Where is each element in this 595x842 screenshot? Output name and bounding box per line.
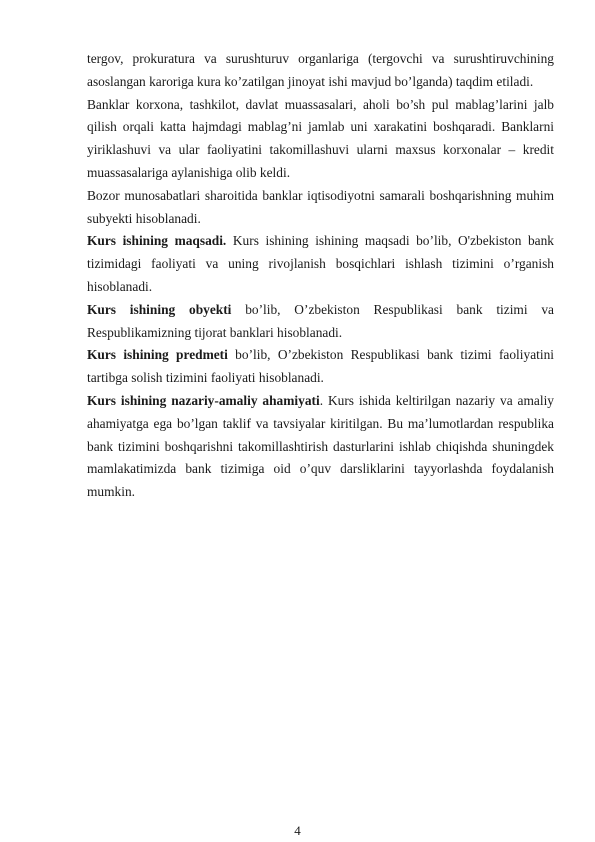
document-body — [87, 48, 554, 504]
paragraph-goal: Kurs ishining maqsadi. Kurs ishining ishining maqsadi bo’lib, O'zbekiston bank tizimidagi faoliyati va uning rivojlanish bosqichlari ishlash tizimini o’rganish hisoblanadi. — [87, 233, 555, 294]
paragraph-banks: Banklar korxona, tashkilot, davlat muassasalari, aholi bo’sh pul mablag’larini jalb qilish orqali katta hajmdagi mablag’ni jamlab uni xarakatini boshqaradi. Banklarni yiriklashuvi va ular faoliyatini takomillashuvi ularni maxsus korxonalar – kredit muassasalariga aylanishiga olib keldi. — [87, 96, 554, 180]
subject-heading: Kurs ishining predmeti — [87, 347, 228, 363]
paragraph-significance: Kurs ishining nazariy-amaliy ahamiyati. Kurs ishida keltirilgan nazariy va amaliy ahamiyatga ega bo’lgan taklif va tavsiyalar kiritilgan. Bu ma’lumotlardan respublika bank tizimini boshqarishni takomillashtirish dasturlarini ishlab chiqishda shuningdek mamlakatimizda bank tizimiga oid o’quv darsliklarini tayyorlashda foydalanish mumkin. — [87, 392, 554, 500]
significance-heading: Kurs ishining nazariy-amaliy ahamiyati — [87, 392, 320, 408]
goal-heading: Kurs ishining maqsadi. — [87, 233, 227, 249]
paragraph-intro-continuation: tergov, prokuratura va surushturuv organlariga (tergovchi va surushtiruvchining asoslangan karoriga kura ko’zatilgan jinoyat ishi mavjud bo’lganda) taqdim etiladi. — [87, 51, 554, 89]
object-heading: Kurs ishining obyekti — [87, 301, 232, 317]
page-number: 4 — [294, 823, 301, 838]
paragraph-market: Bozor munosabatlari sharoitida banklar iqtisodiyotni samarali boshqarishning muhim subyekti hisoblanadi. — [87, 187, 554, 226]
paragraph-subject: Kurs ishining predmeti bo’lib, O’zbekiston Respublikasi bank tizimi faoliyatini tartibga solish tizimini faoliyati hisoblanadi. — [87, 347, 554, 386]
paragraph-object: Kurs ishining obyekti bo’lib, O’zbekiston Respublikasi bank tizimi va Respublikamizning tijorat banklari hisoblanadi. — [87, 301, 554, 340]
